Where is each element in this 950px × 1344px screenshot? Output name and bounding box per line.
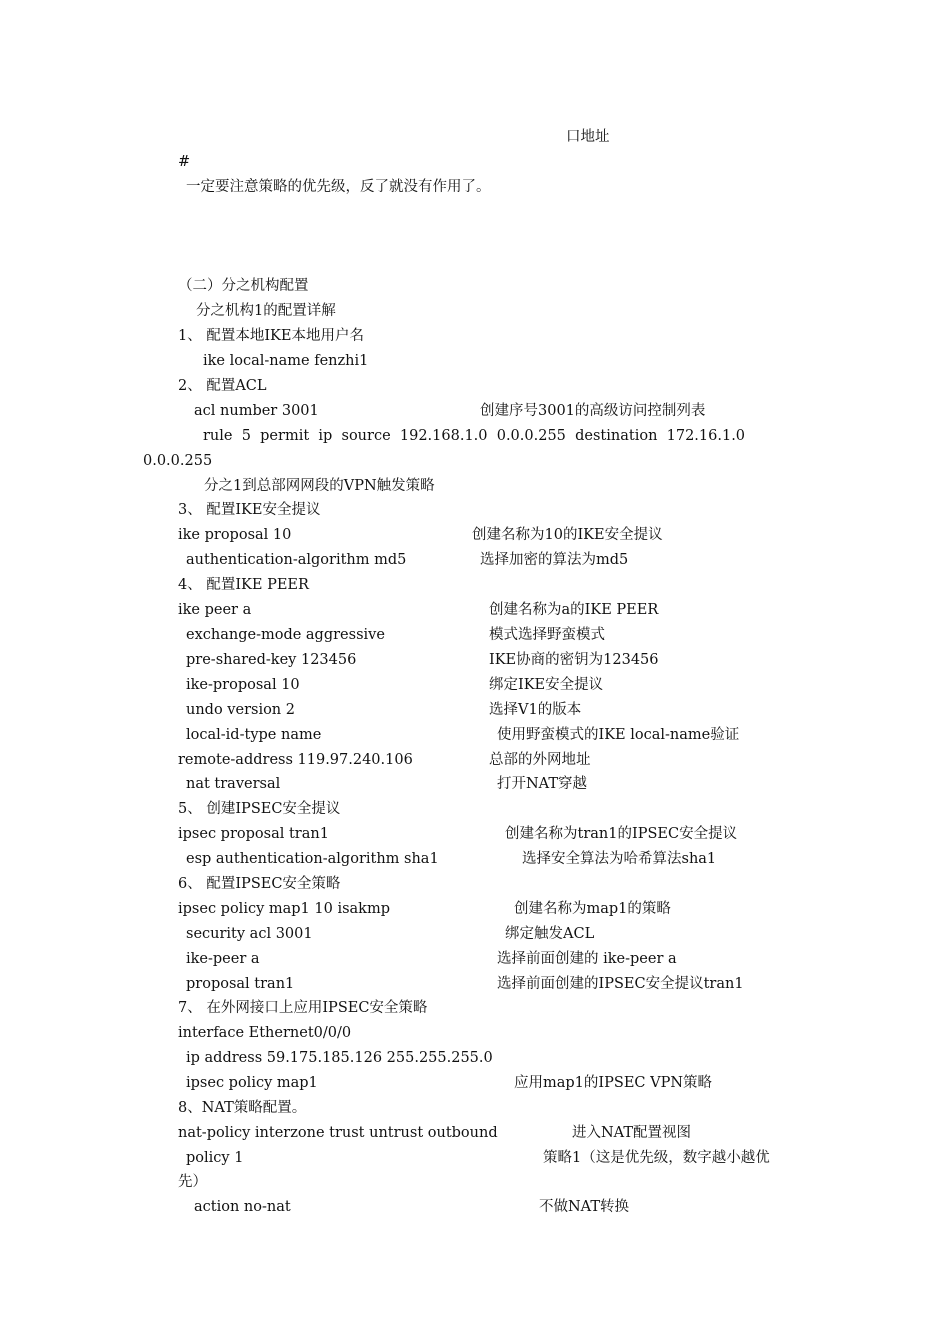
config-line: action no-nat (194, 1199, 291, 1215)
config-note: 创建名称为tran1的IPSEC安全提议 (505, 826, 738, 842)
config-line: undo version 2 (186, 702, 295, 718)
config-note: 使用野蛮模式的IKE local-name验证 (497, 727, 740, 743)
step-heading: 8、NAT策略配置。 (178, 1100, 307, 1116)
config-line: nat-policy interzone trust untrust outbound (178, 1125, 498, 1141)
section-title: （二）分之机构配置 (178, 278, 309, 294)
config-line: exchange-mode aggressive (186, 627, 385, 643)
config-note: 创建序号3001的高级访问控制列表 (480, 403, 706, 419)
config-line: ike-peer a (186, 951, 260, 967)
config-note: 选择V1的版本 (489, 702, 582, 718)
subsection-title: 分之机构1的配置详解 (196, 303, 336, 319)
config-line: remote-address 119.97.240.106 (178, 752, 413, 768)
config-line: interface Ethernet0/0/0 (178, 1025, 352, 1041)
config-line: ike proposal 10 (178, 527, 292, 543)
config-note: 先） (178, 1174, 207, 1190)
config-note: 进入NAT配置视图 (572, 1125, 692, 1141)
config-note: 打开NAT穿越 (497, 776, 588, 792)
config-line: ip address 59.175.185.126 255.255.255.0 (186, 1050, 493, 1066)
config-line: pre-shared-key 123456 (186, 652, 357, 668)
config-line: ipsec policy map1 10 isakmp (178, 901, 390, 917)
config-line: acl number 3001 (194, 403, 319, 419)
config-line: ike-proposal 10 (186, 677, 300, 693)
config-note: 选择前面创建的 ike-peer a (497, 951, 677, 967)
config-note: 创建名称为map1的策略 (514, 901, 671, 917)
config-line: ipsec policy map1 (186, 1075, 318, 1091)
config-note: 选择安全算法为哈希算法sha1 (522, 851, 717, 867)
top-fragment: 口地址 (566, 129, 610, 145)
config-note: 创建名称为10的IKE安全提议 (472, 527, 663, 543)
config-note: 绑定触发ACL (505, 926, 595, 942)
config-line: esp authentication-algorithm sha1 (186, 851, 439, 867)
step-heading: 6、 配置IPSEC安全策略 (178, 876, 341, 892)
step-heading: 3、 配置IKE安全提议 (178, 502, 321, 518)
config-note: 应用map1的IPSEC VPN策略 (514, 1075, 713, 1091)
config-line: security acl 3001 (186, 926, 313, 942)
step-heading: 7、 在外网接口上应用IPSEC安全策略 (178, 1000, 428, 1016)
step-heading: 5、 创建IPSEC安全提议 (178, 801, 341, 817)
config-note: 绑定IKE安全提议 (489, 677, 604, 693)
config-note: 选择前面创建的IPSEC安全提议tran1 (497, 976, 744, 992)
step-heading: 4、 配置IKE PEER (178, 577, 309, 593)
config-note: 总部的外网地址 (489, 752, 591, 768)
config-note: 不做NAT转换 (539, 1199, 630, 1215)
config-line: policy 1 (186, 1150, 244, 1166)
config-note: 选择加密的算法为md5 (480, 552, 629, 568)
config-line: rule 5 permit ip source 192.168.1.0 0.0.0.255 destination 172.16.1.0 (203, 428, 746, 444)
config-line: nat traversal (186, 776, 281, 792)
config-line: authentication-algorithm md5 (186, 552, 407, 568)
config-note: 策略1（这是优先级，数字越小越优 (543, 1150, 770, 1166)
config-line: local-id-type name (186, 727, 322, 743)
config-note: IKE协商的密钥为123456 (489, 652, 659, 668)
config-line: 0.0.0.255 (143, 453, 213, 469)
config-note: 创建名称为a的IKE PEER (489, 602, 659, 618)
config-line: ike local-name fenzhi1 (203, 353, 369, 369)
priority-warning: 一定要注意策略的优先级，反了就没有作用了。 (186, 179, 491, 195)
config-line: proposal tran1 (186, 976, 295, 992)
step-heading: 1、 配置本地IKE本地用户名 (178, 328, 364, 344)
hash-mark: # (178, 154, 191, 170)
config-note: 模式选择野蛮模式 (489, 627, 605, 643)
config-line: ike peer a (178, 602, 252, 618)
step-heading: 2、 配置ACL (178, 378, 267, 394)
config-line: ipsec proposal tran1 (178, 826, 329, 842)
config-note: 分之1到总部网网段的VPN触发策略 (204, 478, 435, 494)
